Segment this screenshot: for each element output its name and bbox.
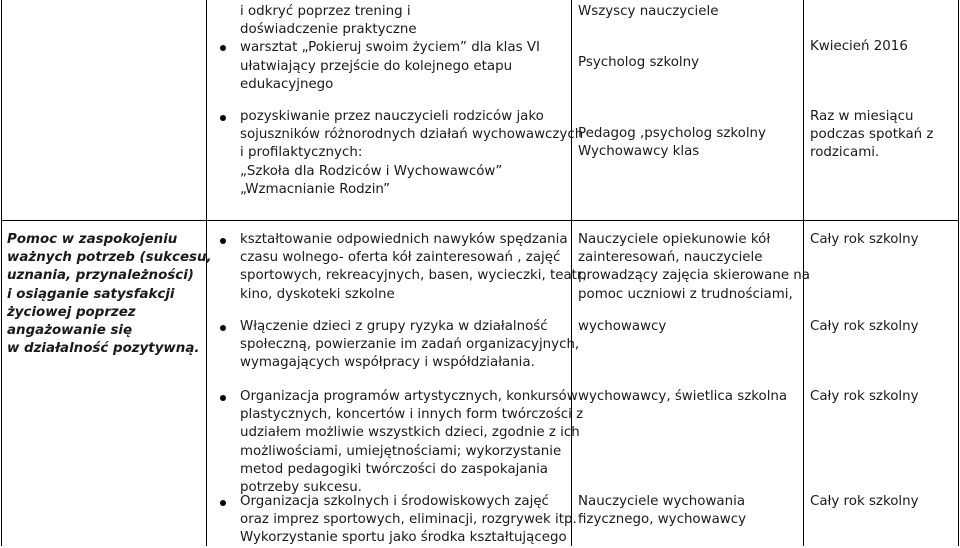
text-line: prowadzący zajęcia skierowane na <box>578 268 811 284</box>
responsible-text <box>578 3 718 21</box>
text-line: warsztat „Pokieruj swoim życiem” dla klas VI <box>240 40 540 56</box>
responsible-text <box>578 231 810 304</box>
text-line: doświadczenie praktyczne <box>240 22 417 38</box>
term-text <box>810 38 908 56</box>
term-text <box>810 318 919 336</box>
term-text <box>810 388 919 406</box>
text-line: Organizacja programów artystycznych, konkursów <box>240 389 578 404</box>
responsible-text <box>578 54 699 72</box>
text-line: metod pedagogiki twórczości do zaspokajania <box>240 461 548 477</box>
responsible-text <box>578 493 746 529</box>
term-text <box>810 493 919 511</box>
text-line: udziałem możliwie wszystkich dzieci, zgodnie z ich <box>240 425 580 441</box>
text-line: ułatwiający przejście do kolejnego etapu <box>240 58 513 74</box>
text-line: Włączenie dzieci z grupy ryzyka w działalność <box>240 319 548 334</box>
table-border-right <box>958 0 959 546</box>
text-line: Cały rok szkolny <box>810 319 919 334</box>
bullet <box>220 325 226 331</box>
text-line: Cały rok szkolny <box>810 389 919 404</box>
text-line: plastycznych, koncertów i innych form twórczości z <box>240 407 584 423</box>
text-line: Organizacja szkolnych i środowiskowych zajęć <box>240 494 549 509</box>
text-line: i profilaktycznych: <box>240 145 363 161</box>
text-line: „Wzmacnianie Rodzin” <box>240 181 391 197</box>
text-line: i osiąganie satysfakcji <box>7 286 175 302</box>
text-line: „Szkoła dla Rodziców i Wychowawców” <box>240 163 503 179</box>
text-line: edukacyjnego <box>240 76 334 92</box>
text-line: ważnych potrzeb (sukcesu, <box>7 250 212 266</box>
text-line: wychowawcy, świetlica szkolna <box>578 389 788 404</box>
text-line: podczas spotkań z <box>810 127 934 143</box>
responsible-text <box>578 318 666 336</box>
text-line: uznania, przynależności) <box>7 268 194 284</box>
activity-text <box>240 108 583 199</box>
text-line: Nauczyciele opiekunowie kół <box>578 232 771 247</box>
bullet <box>220 45 226 51</box>
text-line: zainteresowań, nauczyciele <box>578 250 763 266</box>
activity-text <box>240 493 577 548</box>
text-line: Raz w miesiącu <box>810 109 914 124</box>
text-line: Wszyscy nauczyciele <box>578 4 719 19</box>
text-line: społeczną, powierzanie im zadań organizacyjnych, <box>240 337 580 353</box>
text-line: angażowanie się <box>7 323 133 339</box>
text-line: fizycznego, wychowawcy <box>578 512 747 528</box>
text-line: pozyskiwanie przez nauczycieli rodziców jako <box>240 109 544 124</box>
row-divider-1 <box>1 220 959 221</box>
table-border-left <box>1 0 2 546</box>
bullet <box>220 238 226 244</box>
text-line: Pedagog ,psycholog szkolny <box>578 126 766 141</box>
bullet <box>220 500 226 506</box>
text-line: Psycholog szkolny <box>578 55 700 70</box>
text-line: wychowawcy <box>578 319 667 334</box>
text-line: potrzeby sukcesu. <box>240 480 362 496</box>
text-line: Cały rok szkolny <box>810 494 919 509</box>
activity-text <box>240 318 579 373</box>
text-line: Nauczyciele wychowania <box>578 494 746 509</box>
bullet <box>220 115 226 121</box>
text-line: sportowych, rekreacyjnych, basen, wycieczki, teatr, <box>240 268 587 284</box>
text-line: rodzicami. <box>810 145 880 161</box>
text-line: wymagających współpracy i współdziałania. <box>240 355 535 371</box>
text-line: kształtowanie odpowiednich nawyków spędzania <box>240 232 568 247</box>
text-line: pomoc uczniowi z trudnościami, <box>578 286 793 302</box>
term-text <box>810 231 919 249</box>
responsible-text <box>578 388 787 406</box>
text-line: kino, dyskoteki szkolne <box>240 286 395 302</box>
responsible-text <box>578 125 766 161</box>
activity-text <box>240 388 583 497</box>
activity-text <box>240 231 587 304</box>
term-text <box>810 108 933 163</box>
text-line: i odkryć poprzez trening i <box>240 4 411 19</box>
text-line: Pomoc w zaspokojeniu <box>7 232 178 247</box>
text-line: w działalność pozytywną. <box>7 341 200 357</box>
text-line: możliwościami, umiejętnościami; wykorzystanie <box>240 443 562 459</box>
text-line: Wykorzystanie sportu jako środka kształtującego <box>240 530 567 546</box>
text-line: Cały rok szkolny <box>810 232 919 247</box>
text-line: oraz imprez sportowych, eliminacji, rozgrywek itp. <box>240 512 577 528</box>
text-line: czasu wolnego- oferta kół zainteresowań , zajęć <box>240 250 561 266</box>
text-line: Wychowawcy klas <box>578 144 700 160</box>
bullet <box>220 395 226 401</box>
text-line: sojuszników różnorodnych działań wychowawczych <box>240 127 584 143</box>
goal-text <box>7 231 212 358</box>
activity-text <box>240 3 540 94</box>
text-line: życiowej poprzez <box>7 304 136 320</box>
text-line: Kwiecień 2016 <box>810 39 908 54</box>
